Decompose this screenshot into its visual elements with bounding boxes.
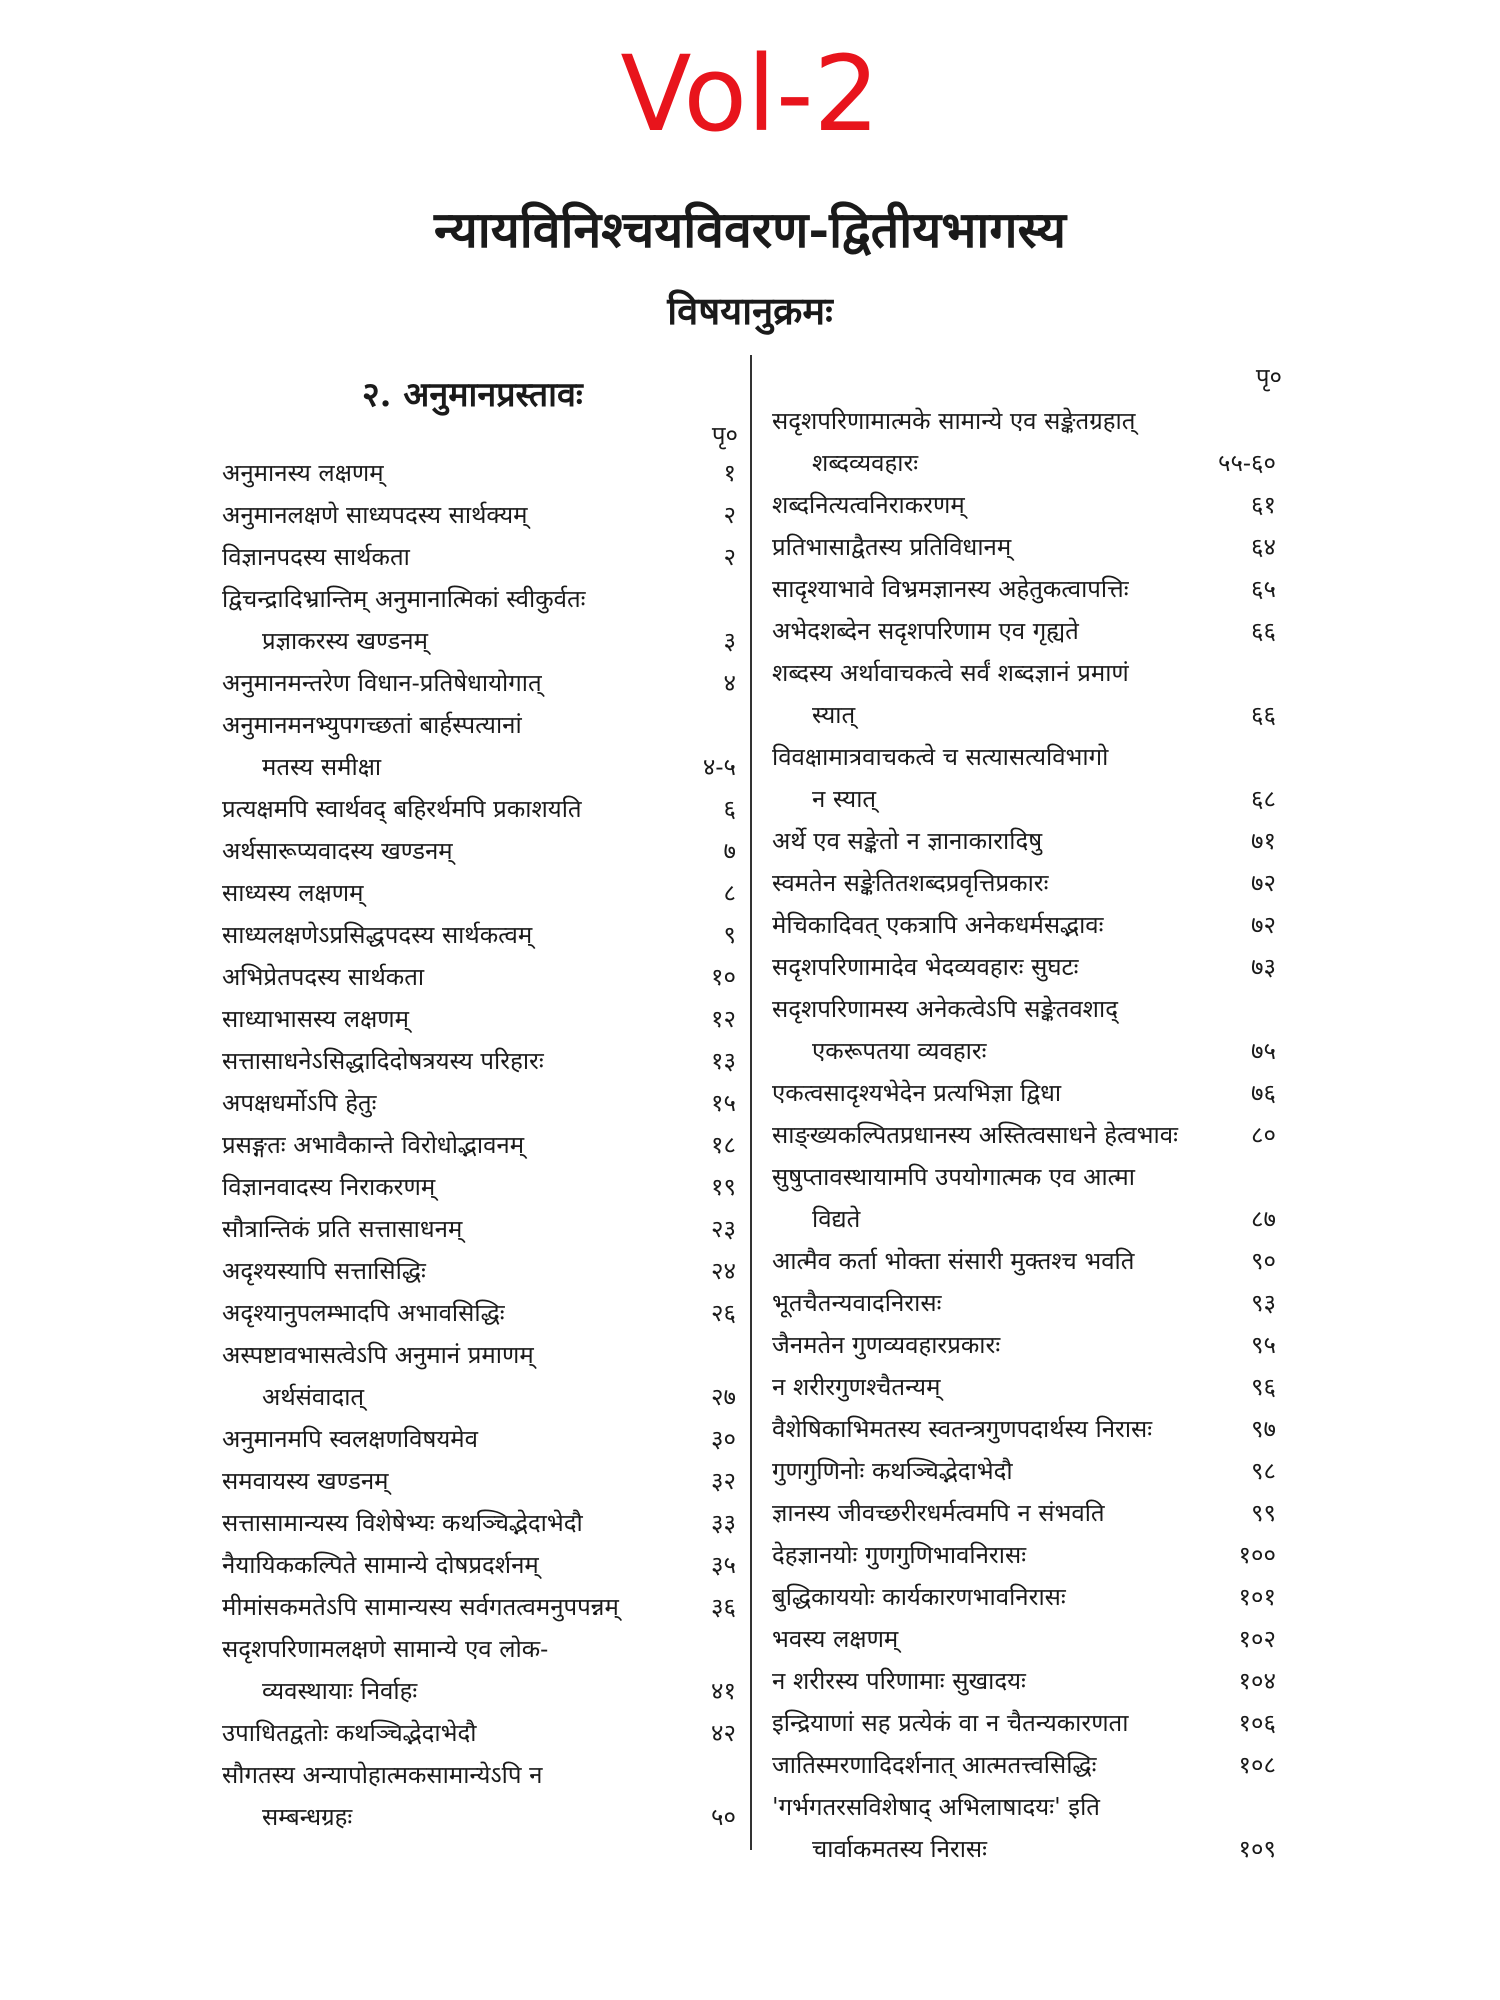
toc-entry-text: नैयायिककल्पिते सामान्ये दोषप्रदर्शनम् — [222, 1551, 539, 1579]
toc-entry — [222, 1712, 742, 1754]
toc-entry-page: २३ — [711, 1215, 736, 1243]
toc-entry-page: ७१ — [1251, 827, 1276, 855]
toc-entry — [772, 1534, 1282, 1576]
toc-entry-text: अभेदशब्देन सदृशपरिणाम एव गृह्यते — [772, 617, 1079, 645]
toc-entry-text: अभिप्रेतपदस्य सार्थकता — [222, 963, 425, 991]
toc-entry — [772, 652, 1282, 736]
toc-entry-text: बुद्धिकाययोः कार्यकारणभावनिरासः — [772, 1583, 1066, 1611]
toc-entry-page: ९९ — [1251, 1499, 1276, 1527]
toc-entry-page: ५५-६० — [1217, 449, 1276, 477]
toc-entry-text: अनुमानमन्तरेण विधान-प्रतिषेधायोगात् — [222, 669, 542, 697]
toc-entry — [772, 484, 1282, 526]
toc-entry-text: प्रत्यक्षमपि स्वार्थवद् बहिरर्थमपि प्रकाशयति — [222, 795, 582, 823]
toc-entry — [222, 1082, 742, 1124]
toc-entry — [222, 662, 742, 704]
toc-entry-page: २ — [723, 543, 736, 571]
toc-entry-text: सुषुप्तावस्थायामपि उपयोगात्मक एव आत्मा — [772, 1163, 1135, 1191]
toc-entry — [772, 862, 1282, 904]
toc-entry-page: ९७ — [1251, 1415, 1276, 1443]
toc-entry — [772, 400, 1282, 484]
toc-entry — [222, 956, 742, 998]
toc-entry-page: ९६ — [1251, 1373, 1276, 1401]
toc-entry — [222, 998, 742, 1040]
toc-entry-page: ४-५ — [702, 753, 736, 781]
toc-entry-page: ८७ — [1251, 1205, 1276, 1233]
toc-entry-page: ७ — [723, 837, 736, 865]
toc-entry-page: ८ — [723, 879, 736, 907]
toc-entry-page: १० — [711, 963, 736, 991]
toc-entry-page: ९८ — [1251, 1457, 1276, 1485]
toc-entry — [772, 1408, 1282, 1450]
toc-entry — [772, 904, 1282, 946]
toc-entry — [772, 1450, 1282, 1492]
toc-entry — [772, 526, 1282, 568]
toc-entry — [222, 1754, 742, 1838]
toc-entry — [222, 1502, 742, 1544]
toc-list-left — [222, 452, 742, 1838]
toc-entry-text: न शरीरस्य परिणामाः सुखादयः — [772, 1667, 1026, 1695]
toc-entry — [772, 736, 1282, 820]
toc-entry — [772, 1660, 1282, 1702]
toc-entry-page: ४२ — [711, 1719, 736, 1747]
column-divider — [750, 355, 752, 1850]
toc-entry-page: १०१ — [1238, 1583, 1276, 1611]
toc-entry-text: शब्दनित्यत्वनिराकरणम् — [772, 491, 965, 519]
toc-entry-text: अर्थसारूप्यवादस्य खण्डनम् — [222, 837, 453, 865]
toc-entry — [772, 1786, 1282, 1870]
page-column-header: पृ० — [711, 421, 738, 449]
toc-list-right — [772, 400, 1282, 1870]
toc-entry-text: ज्ञानस्य जीवच्छरीरधर्मत्वमपि न संभवति — [772, 1499, 1105, 1527]
toc-entry-page: १०८ — [1238, 1751, 1276, 1779]
toc-entry-text: प्रतिभासाद्वैतस्य प्रतिविधानम् — [772, 533, 1012, 561]
toc-entry-page: १ — [723, 459, 736, 487]
toc-entry — [772, 820, 1282, 862]
document-subtitle: विषयानुक्रमः — [667, 288, 833, 333]
toc-entry — [772, 1702, 1282, 1744]
toc-entry-page: ६४ — [1251, 533, 1276, 561]
toc-entry-page: ७६ — [1251, 1079, 1276, 1107]
toc-entry-text: मेचिकादिवत् एकत्रापि अनेकधर्मसद्भावः — [772, 911, 1104, 939]
toc-entry-text: अस्पष्टावभासत्वेऽपि अनुमानं प्रमाणम् — [222, 1341, 534, 1369]
toc-entry-text: मतस्य समीक्षा — [262, 753, 382, 781]
page-column-header: पृ० — [1255, 363, 1282, 391]
toc-entry-page: १०६ — [1238, 1709, 1276, 1737]
toc-entry-text: मीमांसकमतेऽपि सामान्यस्य सर्वगतत्वमनुपपन्नम् — [222, 1593, 619, 1621]
toc-entry — [222, 1334, 742, 1418]
toc-entry — [222, 578, 742, 662]
toc-entry-page: १०४ — [1238, 1667, 1276, 1695]
toc-entry — [222, 1586, 742, 1628]
toc-entry — [222, 1544, 742, 1586]
toc-entry-page: ६६ — [1251, 701, 1276, 729]
toc-entry-page: ६१ — [1251, 491, 1276, 519]
toc-entry-text: समवायस्य खण्डनम् — [222, 1467, 389, 1495]
toc-entry-text: उपाधितद्वतोः कथञ्चिद्भेदाभेदौ — [222, 1719, 477, 1747]
toc-entry-page: २४ — [711, 1257, 736, 1285]
toc-entry — [222, 788, 742, 830]
chapter-heading: २. अनुमानप्रस्तावः — [362, 375, 583, 415]
toc-entry-text: न स्यात् — [812, 785, 877, 813]
toc-entry — [222, 1460, 742, 1502]
toc-entry — [772, 1366, 1282, 1408]
toc-entry-text: विज्ञानपदस्य सार्थकता — [222, 543, 410, 571]
toc-entry-page: १३ — [711, 1047, 736, 1075]
toc-entry — [772, 1618, 1282, 1660]
toc-entry — [772, 1282, 1282, 1324]
toc-entry-text: विद्यते — [812, 1205, 861, 1233]
toc-entry-text: अपक्षधर्मोऽपि हेतुः — [222, 1089, 377, 1117]
toc-entry-page: १९ — [711, 1173, 736, 1201]
toc-entry — [222, 1292, 742, 1334]
toc-entry — [772, 568, 1282, 610]
toc-entry — [222, 704, 742, 788]
toc-entry — [222, 1250, 742, 1292]
toc-entry-text: स्वमतेन सङ्केतितशब्दप्रवृत्तिप्रकारः — [772, 869, 1049, 897]
toc-entry-page: ७२ — [1251, 869, 1276, 897]
toc-entry-page: ९० — [1251, 1247, 1276, 1275]
toc-entry-page: ३ — [723, 627, 736, 655]
toc-entry-page: ७५ — [1251, 1037, 1276, 1065]
toc-entry — [222, 1418, 742, 1460]
toc-entry-page: ८० — [1251, 1121, 1276, 1149]
toc-entry-page: ६८ — [1251, 785, 1276, 813]
toc-entry-page: ७२ — [1251, 911, 1276, 939]
toc-entry-text: सौत्रान्तिकं प्रति सत्तासाधनम् — [222, 1215, 463, 1243]
toc-entry-page: १२ — [711, 1005, 736, 1033]
toc-entry-page: ६६ — [1251, 617, 1276, 645]
document-title: न्यायविनिश्चयविवरण-द्वितीयभागस्य — [434, 200, 1066, 259]
toc-entry-page: ३६ — [711, 1593, 736, 1621]
toc-entry-text: अनुमानलक्षणे साध्यपदस्य सार्थक्यम् — [222, 501, 528, 529]
toc-entry-text: साङ्ख्यकल्पितप्रधानस्य अस्तित्वसाधने हेत्वभावः — [772, 1121, 1178, 1149]
toc-entry-page: ५० — [711, 1803, 736, 1831]
toc-entry-text: इन्द्रियाणां सह प्रत्येकं वा न चैतन्यकारणता — [772, 1709, 1129, 1737]
toc-entry-text: सदृशपरिणामादेव भेदव्यवहारः सुघटः — [772, 953, 1079, 981]
toc-entry — [772, 1324, 1282, 1366]
toc-entry-text: देहज्ञानयोः गुणगुणिभावनिरासः — [772, 1541, 1027, 1569]
toc-entry-page: ४ — [723, 669, 736, 697]
toc-entry-page: १०२ — [1238, 1625, 1276, 1653]
toc-entry-text: सदृशपरिणामात्मके सामान्ये एव सङ्केतग्रहात् — [772, 407, 1136, 435]
toc-entry-text: स्यात् — [812, 701, 856, 729]
toc-entry — [222, 914, 742, 956]
toc-entry-page: १०९ — [1238, 1835, 1276, 1863]
toc-entry-text: सदृशपरिणामस्य अनेकत्वेऽपि सङ्केतवशाद् — [772, 995, 1118, 1023]
toc-entry — [772, 946, 1282, 988]
toc-entry-text: द्विचन्द्रादिभ्रान्तिम् अनुमानात्मिकां स्वीकुर्वतः — [222, 585, 586, 613]
volume-label: Vol-2 — [620, 33, 880, 155]
toc-entry — [772, 610, 1282, 652]
toc-entry-page: १८ — [711, 1131, 736, 1159]
toc-entry-page: १५ — [711, 1089, 736, 1117]
toc-entry — [222, 872, 742, 914]
toc-entry — [772, 1240, 1282, 1282]
toc-entry-text: चार्वाकमतस्य निरासः — [812, 1835, 988, 1863]
toc-entry-text: प्रज्ञाकरस्य खण्डनम् — [262, 627, 428, 655]
toc-entry-text: अनुमानमपि स्वलक्षणविषयमेव — [222, 1425, 478, 1453]
toc-entry — [222, 1208, 742, 1250]
toc-entry-text: भवस्य लक्षणम् — [772, 1625, 899, 1653]
toc-entry-page: १०० — [1238, 1541, 1276, 1569]
toc-entry-text: जैनमतेन गुणव्यवहारप्रकारः — [772, 1331, 1001, 1359]
toc-entry-text: एकत्वसादृश्यभेदेन प्रत्यभिज्ञा द्विधा — [772, 1079, 1062, 1107]
toc-entry-text: व्यवस्थायाः निर्वाहः — [262, 1677, 418, 1705]
toc-entry-text: न शरीरगुणश्चैतन्यम् — [772, 1373, 941, 1401]
toc-entry — [772, 1114, 1282, 1156]
toc-entry-page: ६ — [723, 795, 736, 823]
toc-entry — [222, 1040, 742, 1082]
toc-entry-page: २ — [723, 501, 736, 529]
toc-entry — [222, 1166, 742, 1208]
toc-entry — [772, 988, 1282, 1072]
toc-entry — [222, 830, 742, 872]
toc-entry-text: अर्थे एव सङ्केतो न ज्ञानाकारादिषु — [772, 827, 1043, 855]
toc-entry — [772, 1072, 1282, 1114]
toc-entry — [222, 452, 742, 494]
toc-entry-text: भूतचैतन्यवादनिरासः — [772, 1289, 942, 1317]
toc-entry-page: २७ — [711, 1383, 736, 1411]
toc-entry-text: गुणगुणिनोः कथञ्चिद्भेदाभेदौ — [772, 1457, 1013, 1485]
toc-entry-text: सत्तासाधनेऽसिद्धादिदोषत्रयस्य परिहारः — [222, 1047, 544, 1075]
toc-entry-text: आत्मैव कर्ता भोक्ता संसारी मुक्तश्च भवति — [772, 1247, 1135, 1275]
toc-entry-text: सौगतस्य अन्यापोहात्मकसामान्येऽपि न — [222, 1761, 543, 1789]
toc-entry-page: ९५ — [1251, 1331, 1276, 1359]
toc-entry-text: अर्थसंवादात् — [262, 1383, 365, 1411]
toc-entry-text: साध्याभासस्य लक्षणम् — [222, 1005, 409, 1033]
toc-entry-text: सत्तासामान्यस्य विशेषेभ्यः कथञ्चिद्भेदाभेदौ — [222, 1509, 583, 1537]
toc-entry-page: ३५ — [711, 1551, 736, 1579]
toc-entry-page: २६ — [711, 1299, 736, 1327]
toc-entry-text: अनुमानमनभ्युपगच्छतां बार्हस्पत्यानां — [222, 711, 522, 739]
toc-entry-text: सादृश्याभावे विभ्रमज्ञानस्य अहेतुकत्वापत्तिः — [772, 575, 1129, 603]
toc-entry-text: अदृश्यस्यापि सत्तासिद्धिः — [222, 1257, 426, 1285]
toc-entry-text: 'गर्भगतरसविशेषाद् अभिलाषादयः' इति — [772, 1793, 1100, 1821]
toc-entry-text: अनुमानस्य लक्षणम् — [222, 459, 384, 487]
toc-entry-text: वैशेषिकाभिमतस्य स्वतन्त्रगुणपदार्थस्य निरासः — [772, 1415, 1153, 1443]
toc-entry — [772, 1492, 1282, 1534]
toc-entry-text: प्रसङ्गतः अभावैकान्ते विरोधोद्भावनम् — [222, 1131, 525, 1159]
toc-entry-text: साध्यस्य लक्षणम् — [222, 879, 364, 907]
toc-entry-text: एकरूपतया व्यवहारः — [812, 1037, 987, 1065]
toc-entry — [772, 1576, 1282, 1618]
toc-entry-text: सदृशपरिणामलक्षणे सामान्ये एव लोक- — [222, 1635, 549, 1663]
toc-entry — [772, 1744, 1282, 1786]
toc-entry-text: विवक्षामात्रवाचकत्वे च सत्यासत्यविभागो — [772, 743, 1109, 771]
toc-entry — [222, 1628, 742, 1712]
toc-entry-page: ३३ — [711, 1509, 736, 1537]
toc-entry-text: सम्बन्धग्रहः — [262, 1803, 353, 1831]
toc-entry-page: ३० — [711, 1425, 736, 1453]
toc-entry-page: ९ — [723, 921, 736, 949]
toc-entry-text: शब्दव्यवहारः — [812, 449, 919, 477]
toc-entry — [222, 494, 742, 536]
toc-entry-text: जातिस्मरणादिदर्शनात् आत्मतत्त्वसिद्धिः — [772, 1751, 1097, 1779]
toc-entry-text: अदृश्यानुपलम्भादपि अभावसिद्धिः — [222, 1299, 505, 1327]
toc-entry-page: ७३ — [1251, 953, 1276, 981]
toc-entry-page: ९३ — [1251, 1289, 1276, 1317]
toc-entry — [222, 1124, 742, 1166]
toc-entry-text: विज्ञानवादस्य निराकरणम् — [222, 1173, 436, 1201]
toc-entry — [772, 1156, 1282, 1240]
toc-entry — [222, 536, 742, 578]
toc-entry-text: साध्यलक्षणेऽप्रसिद्धपदस्य सार्थकत्वम् — [222, 921, 533, 949]
toc-entry-page: ३२ — [711, 1467, 736, 1495]
toc-entry-page: ६५ — [1251, 575, 1276, 603]
toc-entry-page: ४१ — [711, 1677, 736, 1705]
toc-entry-text: शब्दस्य अर्थावाचकत्वे सर्वं शब्दज्ञानं प्रमाणं — [772, 659, 1129, 687]
